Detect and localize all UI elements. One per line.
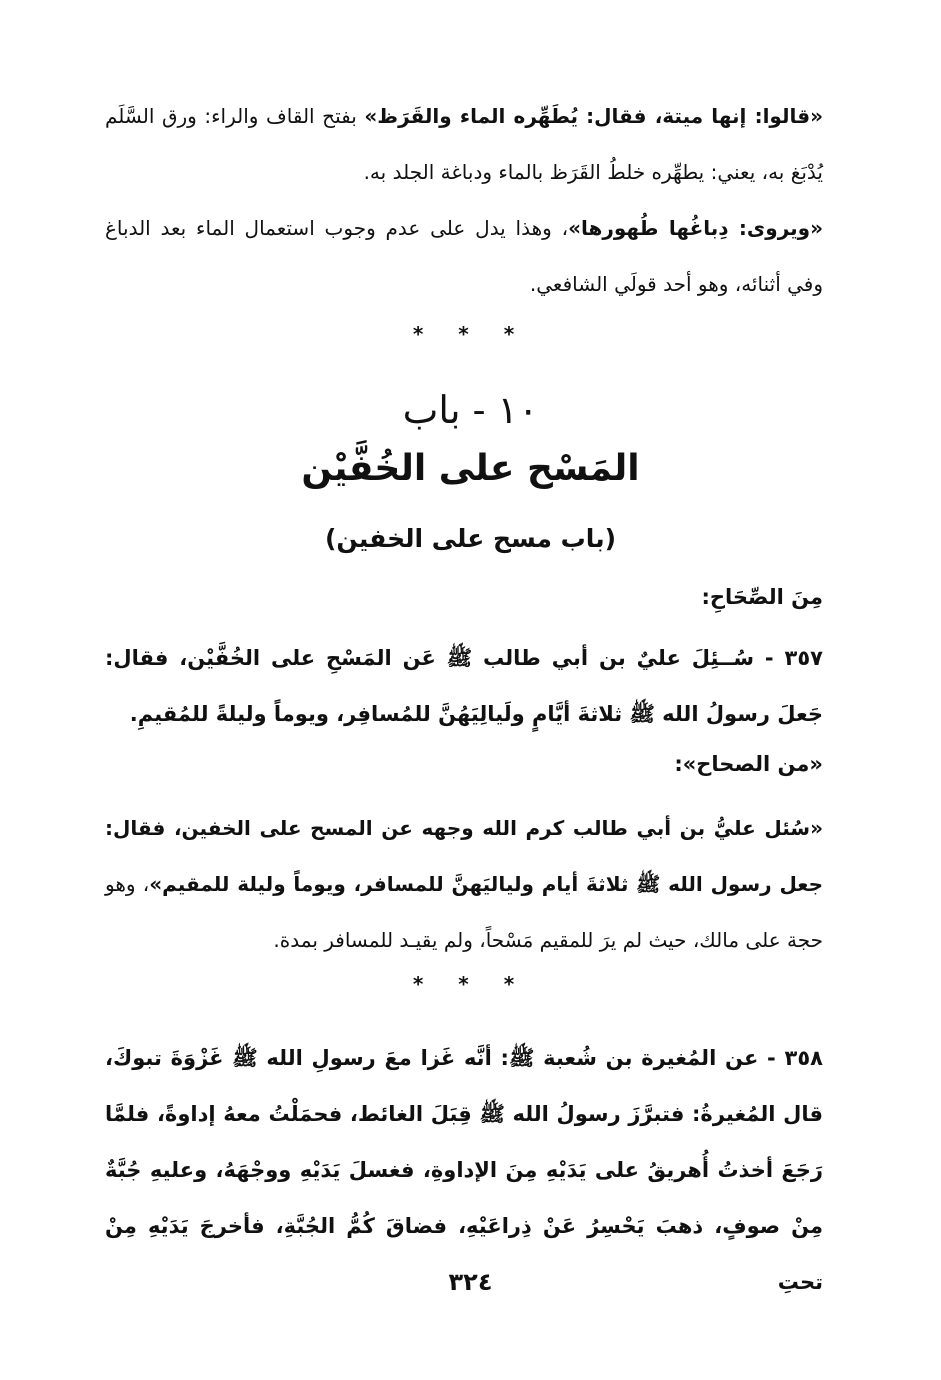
- hadith-358: ٣٥٨ - عن المُغيرة بن شُعبة ﷺ: أنَّه غَزا معَ رسولِ الله ﷺ غَزْوَةَ تبوكَ، قال المُغيرةُ: فتبرَّزَ رسولُ الله ﷺ قِبَلَ الغائط، فحمَلْتُ معهُ إداوةً، فلمَّا رَجَعَ أخذتُ أُهريقُ على يَدَيْهِ مِنَ الإداوةِ، فغسلَ يَدَيْهِ ووجْهَهُ، وعليهِ جُبَّةٌ مِنْ صوفٍ، ذهبَ يَحْسِرُ عَنْ ذِراعَيْهِ، فضاقَ كُمُّ الجُبَّةِ، فأخرجَ يَدَيْهِ مِنْ تحتِ: [105, 1046, 823, 1294]
- quoted-text: «ويروى: دِباغُها طُهورها»: [568, 216, 823, 240]
- section-separator: * * *: [412, 322, 529, 346]
- hadith-357: ٣٥٧ - سُــئِلَ عليٌ بن أبي طالب ﷺ عَن المَسْحِ على الخُفَّيْن، فقال: جَعلَ رسولُ الله ﷺ ثلاثةَ أيَّامٍ ولَيالِيَهُنَّ للمُسافِر، ويوماً وليلةً للمُقيمِ.: [105, 646, 823, 726]
- paragraph-dibagh: [105, 200, 823, 312]
- quoted-text: «قالوا: إنها ميتة، فقال: يُطَهِّره الماء والقَرَظ»: [364, 104, 823, 128]
- explanation-text: ، وهذا يدل على عدم وجوب استعمال الماء بعد الدباغ وفي أثنائه، وهو أحد قولَي الشافعي.: [105, 216, 823, 296]
- page-number: ٣٢٤: [448, 1268, 493, 1296]
- commentary-paragraph: [105, 800, 823, 968]
- paragraph-qaraz: [105, 88, 823, 200]
- section-separator: * * *: [412, 972, 529, 996]
- chapter-number: ١٠ - باب: [402, 388, 539, 432]
- section-label-commentary: «من الصحاح»:: [674, 752, 823, 776]
- section-label-sahih: مِنَ الصِّحَاحِ:: [701, 585, 823, 609]
- quoted-text: «سُئل عليُّ بن أبي طالب كرم الله وجهه عن المسح على الخفين، فقال: جعل رسول الله ﷺ ثلاثةَ أيام ولياليَهنَّ للمسافر، ويوماً وليلة للمقيم»: [105, 816, 823, 896]
- chapter-title: المَسْح على الخُفَّيْن: [301, 448, 640, 489]
- chapter-subtitle: (باب مسح على الخفين): [324, 524, 617, 553]
- explanation-text: بفتح القاف والراء: ورق السَّلَم يُدْبَغ به، يعني: يطهِّره خلطُ القَرَظ بالماء ودباغة الجلد به.: [105, 104, 823, 184]
- explanation-text: ، وهو حجة على مالك، حيث لم يرَ للمقيم مَسْحاً، ولم يقيـد للمسافر بمدة.: [105, 872, 823, 952]
